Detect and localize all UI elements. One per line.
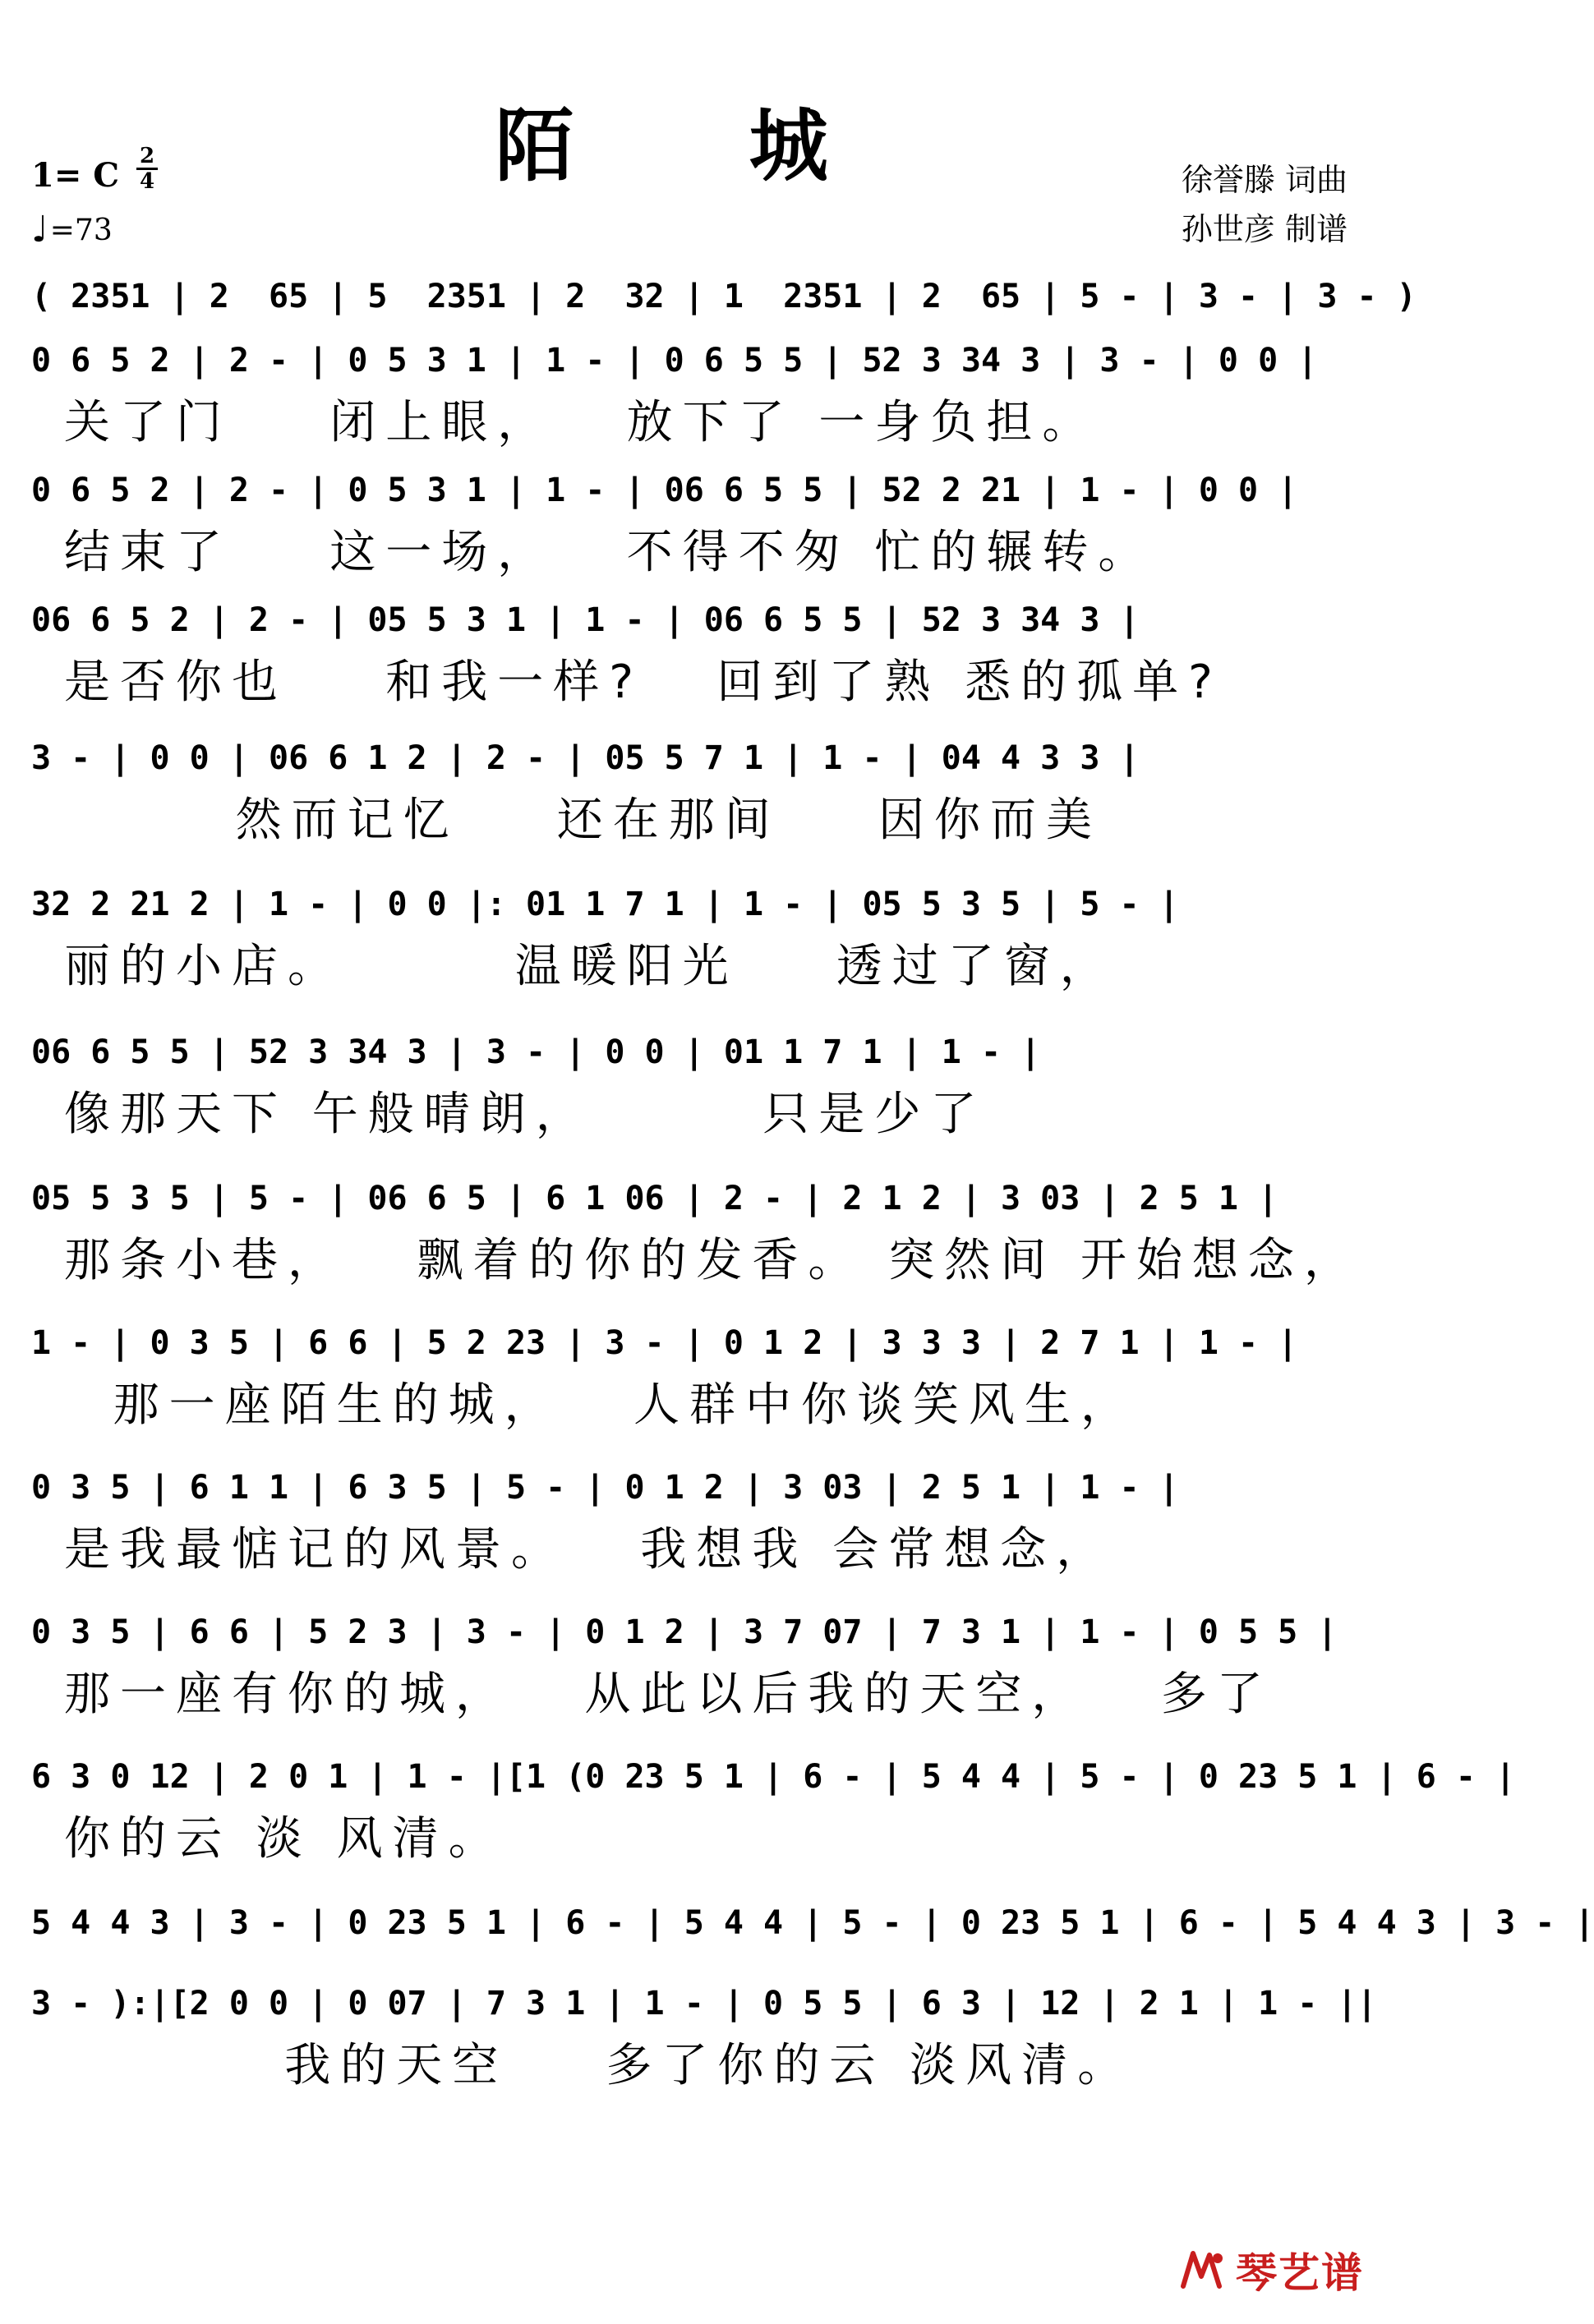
notation-line: ( 2351 | 2 65 | 5 2351 | 2 32 | 1 2351 | 2 65 | 5 - | 3 - | 3 - ) — [31, 278, 1417, 315]
score-row — [31, 591, 1359, 721]
lyrics-line: 然而记忆 还在那间 因你而美 — [64, 794, 1103, 847]
notation-line: 06 6 5 5 | 52 3 34 3 | 3 - | 0 0 | 01 1 7 1 | 1 - | — [31, 1033, 1041, 1071]
score-row — [31, 1314, 1359, 1444]
notation-line: 3 - ):|[2 0 0 | 0 07 | 7 3 1 | 1 - | 0 5 5 | 6 3 | 12 | 2 1 | 1 - || — [31, 1985, 1377, 2023]
score-row — [31, 1459, 1359, 1589]
site-logo — [1177, 2240, 1364, 2299]
composer-credit: 徐誉滕 词曲 — [1181, 162, 1348, 198]
notation-line: 32 2 21 2 | 1 - | 0 0 |: 01 1 7 1 | 1 - | 05 5 3 5 | 5 - | — [31, 886, 1179, 923]
notation-line: 06 6 5 2 | 2 - | 05 5 3 1 | 1 - | 06 6 5 5 | 52 3 34 3 | — [31, 601, 1140, 639]
logo-icon — [1177, 2243, 1229, 2296]
score-row — [31, 729, 1359, 859]
lyrics-line: 我的天空 多了你的云 淡风清。 — [64, 2039, 1134, 2092]
score-row — [31, 1975, 1377, 2105]
lyrics-line: 像那天下 午般晴朗， 只是少了 — [64, 1088, 987, 1141]
time-sig-bottom: 4 — [139, 169, 155, 194]
notation-line: 0 3 5 | 6 6 | 5 2 3 | 3 - | 0 1 2 | 3 7 07 | 7 3 1 | 1 - | 0 5 5 | — [31, 1613, 1338, 1651]
song-title: 陌 城 — [495, 99, 902, 192]
notation-line: 05 5 3 5 | 5 - | 06 6 5 | 6 1 06 | 2 - | 2 1 2 | 3 03 | 2 5 1 | — [31, 1180, 1278, 1217]
time-sig-top: 2 — [139, 144, 155, 168]
score-row — [31, 332, 1359, 462]
lyrics-line: 结束了 这一场， 不得不匆 忙的辗转。 — [64, 526, 1154, 579]
notation-line: 1 - | 0 3 5 | 6 6 | 5 2 23 | 3 - | 0 1 2 | 3 3 3 | 2 7 1 | 1 - | — [31, 1324, 1298, 1362]
score-row — [31, 1604, 1359, 1733]
notation-line: 6 3 0 12 | 2 0 1 | 1 - |[1 (0 23 5 1 | 6 - | 5 4 4 | 5 - | 0 23 5 1 | 6 - | — [31, 1758, 1516, 1796]
score-row — [31, 462, 1359, 591]
lyrics-line: 是我最惦记的风景。 我想我 会常想念， — [64, 1523, 1113, 1576]
lyrics-line: 那一座有你的城， 从此以后我的天空， 多了 — [64, 1668, 1273, 1721]
lyrics-line: 那条小巷， 飘着的你的发香。 突然间 开始想念， — [64, 1234, 1361, 1287]
score-row — [31, 1024, 1359, 1153]
time-signature — [136, 145, 158, 193]
key-signature: 1= C — [31, 156, 120, 195]
lyrics-line: 你的云 淡 风清。 — [64, 1812, 504, 1866]
notation-line: 0 6 5 2 | 2 - | 0 5 3 1 | 1 - | 06 6 5 5 | 52 2 21 | 1 - | 0 0 | — [31, 472, 1298, 509]
score-row — [31, 876, 1359, 1006]
lyrics-line: 丽的小店。 温暖阳光 透过了窗， — [64, 940, 1116, 993]
notation-line: 5 4 4 3 | 3 - | 0 23 5 1 | 6 - | 5 4 4 | 5 - | 0 23 5 1 | 6 - | 5 4 4 3 | 3 - | — [31, 1904, 1594, 1942]
tempo-value: =73 — [49, 213, 113, 247]
logo-text: 琴艺谱 — [1236, 2249, 1364, 2297]
score-row — [31, 1748, 1516, 1878]
lyrics-line: 关了门 闭上眼， 放下了 一身负担。 — [64, 396, 1099, 449]
lyrics-line: 是否你也 和我一样? 回到了熟 悉的孤单? — [64, 656, 1223, 709]
quarter-note-icon: ♩ — [31, 209, 48, 251]
arranger-credit: 孙世彦 制谱 — [1181, 211, 1348, 247]
lyrics-line: 那一座陌生的城， 人群中你谈笑风生， — [64, 1378, 1137, 1432]
notation-line: 0 6 5 2 | 2 - | 0 5 3 1 | 1 - | 0 6 5 5 | 52 3 34 3 | 3 - | 0 0 | — [31, 342, 1318, 380]
notation-line: 3 - | 0 0 | 06 6 1 2 | 2 - | 05 5 7 1 | 1 - | 04 4 3 3 | — [31, 739, 1140, 777]
notation-line: 0 3 5 | 6 1 1 | 6 3 5 | 5 - | 0 1 2 | 3 03 | 2 5 1 | 1 - | — [31, 1469, 1179, 1507]
tempo-marking — [31, 209, 113, 251]
score-row — [31, 1170, 1359, 1300]
